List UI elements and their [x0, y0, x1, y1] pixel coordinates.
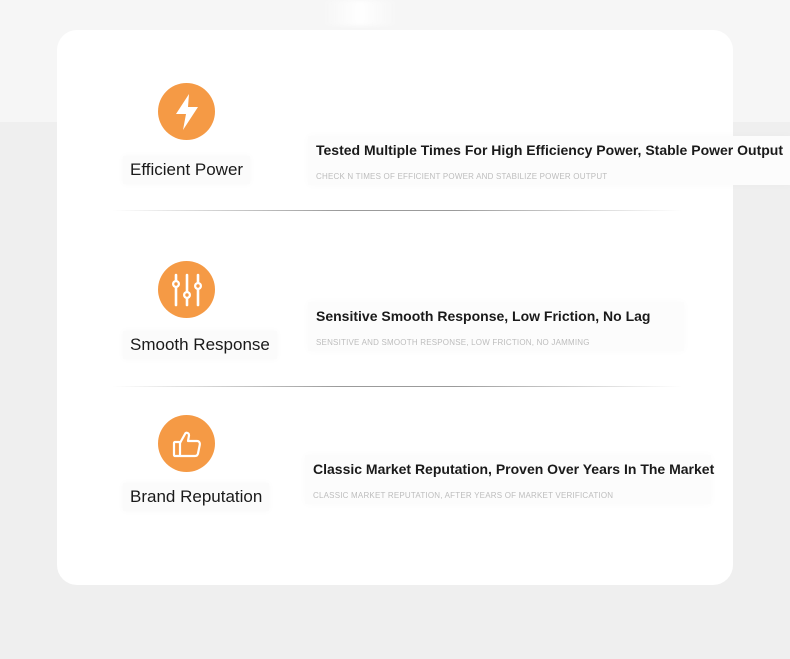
feature-description [308, 302, 684, 351]
lightning-icon [158, 83, 215, 140]
feature-title: Brand Reputation [123, 483, 269, 511]
feature-title: Efficient Power [123, 156, 250, 184]
features-card [57, 30, 784, 585]
feature-subtext: SENSITIVE AND SMOOTH RESPONSE, LOW FRICTION, NO JAMMING [316, 338, 590, 347]
divider [112, 210, 682, 211]
feature-description [305, 455, 715, 504]
sliders-icon [158, 261, 215, 318]
feature-subtext: CLASSIC MARKET REPUTATION, AFTER YEARS OF MARKET VERIFICATION [313, 491, 614, 500]
feature-headline: Tested Multiple Times For High Efficiency Power, Stable Power Output [316, 142, 784, 158]
feature-description [308, 136, 790, 185]
feature-headline: Classic Market Reputation, Proven Over Years In The Market [313, 461, 715, 477]
feature-headline: Sensitive Smooth Response, Low Friction, No Lag [316, 308, 651, 324]
header-ghost [320, 0, 400, 26]
thumbs-up-icon [158, 415, 215, 472]
feature-subtext: CHECK N TIMES OF EFFICIENT POWER AND STABILIZE POWER OUTPUT [316, 172, 608, 181]
feature-title: Smooth Response [123, 331, 277, 359]
divider [112, 386, 682, 387]
